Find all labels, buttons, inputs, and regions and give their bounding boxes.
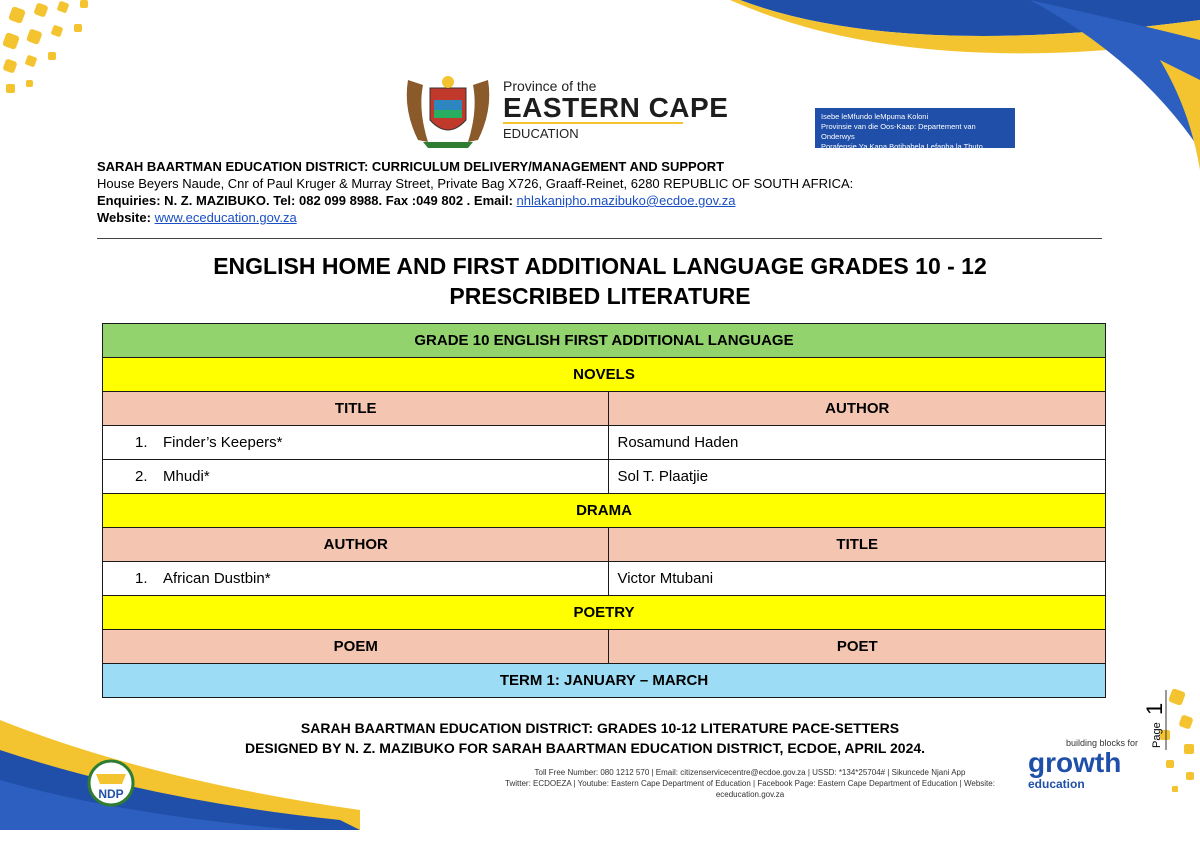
languages-banner — [815, 108, 1015, 151]
contact-line: Twitter: ECDOEZA | Youtube: Eastern Cape Department of Education | Facebook Page: Eastern Cape Department of Education | Website: — [505, 779, 995, 788]
table-row — [103, 460, 1106, 494]
column-header-row — [103, 630, 1106, 664]
province-line2: EASTERN CAPE — [503, 92, 729, 123]
province-logo-text — [503, 78, 728, 141]
section-row — [103, 494, 1106, 528]
term-heading: TERM 1: JANUARY – MARCH — [103, 664, 1106, 698]
footer-district-line: SARAH BAARTMAN EDUCATION DISTRICT: GRADES 10-12 LITERATURE PACE-SETTERS — [300, 720, 900, 736]
decorative-dots-top-left — [0, 0, 110, 110]
contact-line: Toll Free Number: 080 1212 570 | Email: citizenservicecentre@ecdoe.gov.za | USSD: *134*25704# | Sikuncede Njani App — [534, 768, 966, 777]
table-row — [103, 426, 1106, 460]
column-header: AUTHOR — [609, 392, 1106, 426]
title-cell — [103, 460, 609, 494]
growth-word: growth — [1028, 747, 1122, 778]
item-number: 1. — [135, 434, 148, 451]
district-address: House Beyers Naude, Cnr of Paul Kruger & Murray Street, Private Bag X726, Graaff-Reinet, 6280 REPUBLIC OF SOUTH AFRICA: — [97, 176, 854, 191]
district-header — [97, 158, 853, 226]
author-cell: Sol T. Plaatjie — [609, 460, 1106, 494]
language-line: Isebe leMfundo leMpuma Koloni — [821, 112, 929, 121]
contact-line: eceducation.gov.za — [715, 790, 785, 799]
province-line1: Province of the — [503, 78, 597, 94]
author-cell: Rosamund Haden — [609, 426, 1106, 460]
column-header: POET — [609, 630, 1106, 664]
item-number: 1. — [135, 570, 148, 587]
column-header-row — [103, 392, 1106, 426]
website-label: Website: — [97, 210, 155, 225]
email-link[interactable]: nhlakanipho.mazibuko@ecdoe.gov.za — [516, 193, 736, 208]
province-line3: EDUCATION — [503, 122, 683, 141]
contact-block — [470, 767, 1030, 800]
item-title: African Dustbin* — [163, 570, 271, 587]
column-header: AUTHOR — [103, 528, 609, 562]
title-line2: PRESCRIBED LITERATURE — [449, 283, 751, 309]
author-cell: Victor Mtubani — [609, 562, 1106, 596]
section-row — [103, 596, 1106, 630]
section-row — [103, 358, 1106, 392]
title-cell — [103, 562, 609, 596]
language-line: Porafensie Ya Kapa Botjhabela Lefapha la Thuto — [821, 142, 983, 151]
page-digit: 1 — [1142, 702, 1167, 715]
language-line: Provinsie van die Oos-Kaap: Departement van Onderwys — [821, 122, 976, 141]
header-divider — [97, 238, 1102, 239]
literature-table — [102, 323, 1106, 698]
growth-education: education — [1028, 777, 1085, 791]
grade-heading-row — [103, 324, 1106, 358]
ndp-logo — [80, 758, 142, 808]
enquiries-text: Enquiries: N. Z. MAZIBUKO. Tel: 082 099 8988. Fax :049 802 . Email: — [97, 193, 517, 208]
title-line1: ENGLISH HOME AND FIRST ADDITIONAL LANGUAGE GRADES 10 - 12 — [213, 253, 987, 279]
page-label: Page — [1151, 722, 1163, 748]
item-number: 2. — [135, 468, 148, 485]
item-title: Mhudi* — [163, 468, 210, 485]
document-title — [100, 251, 1100, 311]
novels-heading: NOVELS — [103, 358, 1106, 392]
drama-heading: DRAMA — [103, 494, 1106, 528]
ndp-text: NDP — [98, 787, 124, 801]
poetry-heading: POETRY — [103, 596, 1106, 630]
item-title: Finder’s Keepers* — [163, 434, 283, 451]
district-name: SARAH BAARTMAN EDUCATION DISTRICT: CURRICULUM DELIVERY/MANAGEMENT AND SUPPORT — [97, 159, 725, 174]
column-header: POEM — [103, 630, 609, 664]
website-link[interactable]: www.eceducation.gov.za — [154, 210, 297, 225]
footer-designer-line: DESIGNED BY N. Z. MAZIBUKO FOR SARAH BAARTMAN EDUCATION DISTRICT, ECDOE, APRIL 2024. — [244, 740, 926, 756]
coat-of-arms-logo — [398, 70, 498, 150]
column-header: TITLE — [103, 392, 609, 426]
term-row — [103, 664, 1106, 698]
title-cell — [103, 426, 609, 460]
column-header-row — [103, 528, 1106, 562]
grade-heading: GRADE 10 ENGLISH FIRST ADDITIONAL LANGUAGE — [103, 324, 1106, 358]
growth-tagline: building blocks for — [1065, 738, 1138, 748]
growth-logo — [1028, 738, 1148, 808]
column-header: TITLE — [609, 528, 1106, 562]
table-row — [103, 562, 1106, 596]
